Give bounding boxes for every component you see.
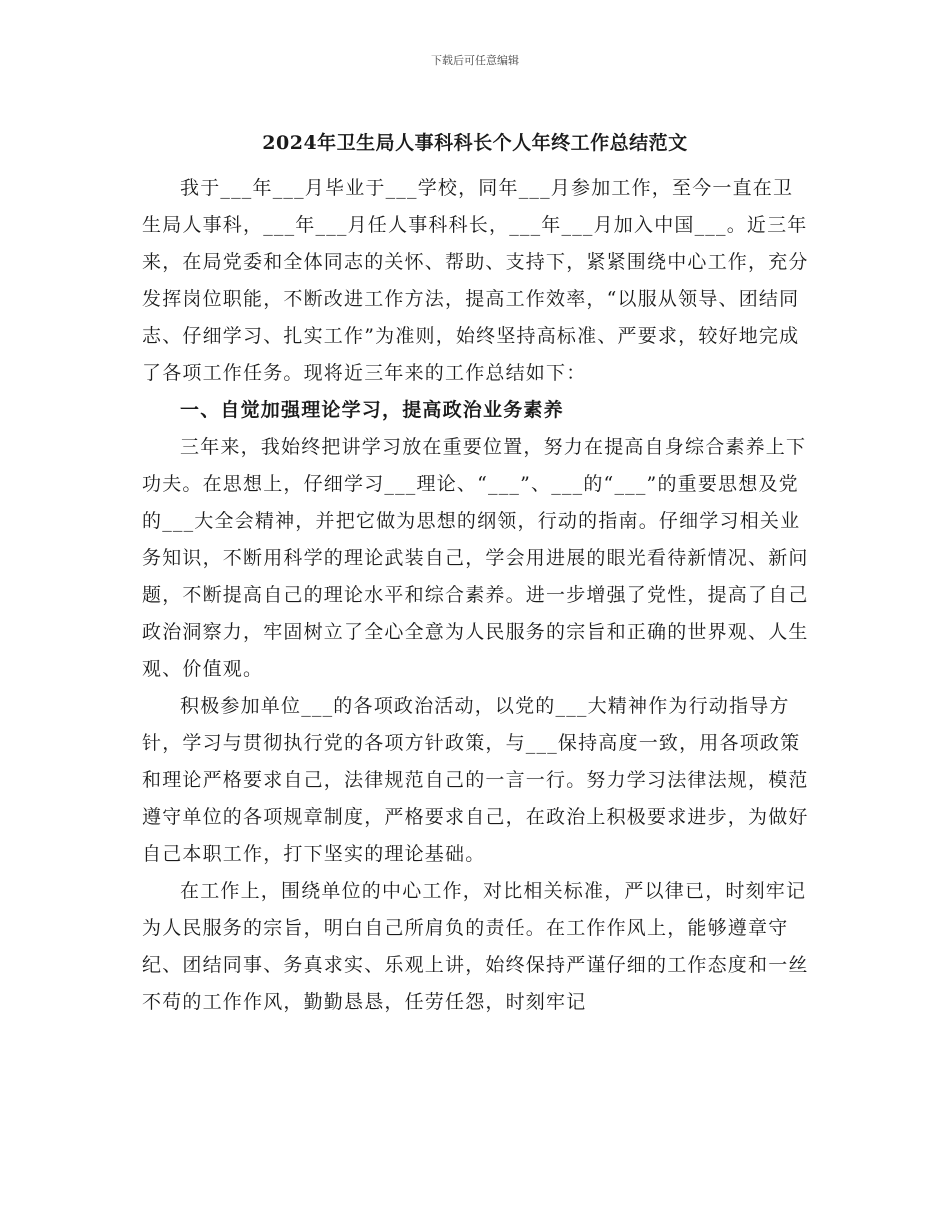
paragraph-political: 积极参加单位___的各项政治活动，以党的___大精神作为行动指导方针，学习与贯彻执行党的各项方针政策，与___保持高度一致，用各项政策和理论严格要求自己，法律规范自己的一言一行。努力学习法律法规，模范遵守单位的各项规章制度，严格要求自己，在政治上积极要求进步，为做好自己本职工作，打下坚实的理论基础。	[142, 695, 809, 865]
paragraph-study: 三年来，我始终把讲学习放在重要位置，努力在提高自身综合素养上下功夫。在思想上，仔细学习___理论、“___”、___的“___”的重要思想及党的___大全会精神，并把它做为思想的纲领，行动的指南。仔细学习相关业务知识，不断用科学的理论武装自己，学会用进展的眼光看待新情况、新问题，不断提高自己的理论水平和综合素养。进一步增强了党性，提高了自己政治洞察力，牢固树立了全心全意为人民服务的宗旨和正确的世界观、人生观、价值观。	[142, 436, 809, 680]
paragraph-intro: 我于___年___月毕业于___学校，同年___月参加工作，至今一直在卫生局人事科，___年___月任人事科科长，___年___月加入中国___。近三年来，在局党委和全体同志的关怀、帮助、支持下，紧紧围绕中心工作，充分发挥岗位职能，不断改进工作方法，提高工作效率，“以服从领导、团结同志、仔细学习、扎实工作”为准则，始终坚持高标准、严要求，较好地完成了各项工作任务。现将近三年来的工作总结如下：	[142, 177, 809, 384]
header-note: 下载后可任意编辑	[431, 54, 519, 67]
paragraph-work: 在工作上，围绕单位的中心工作，对比相关标准，严以律已，时刻牢记为人民服务的宗旨，明白自己所肩负的责任。在工作作风上，能够遵章守纪、团结同事、务真求实、乐观上讲，始终保持严谨仔细的工作态度和一丝不苟的工作作风，勤勤恳恳，任劳任怨，时刻牢记	[142, 880, 809, 1013]
document-body	[142, 170, 812, 1021]
section-heading-1: 一、自觉加强理论学习，提高政治业务素养	[180, 399, 564, 421]
document-title: 2024年卫生局人事科科长个人年终工作总结范文	[262, 132, 688, 154]
